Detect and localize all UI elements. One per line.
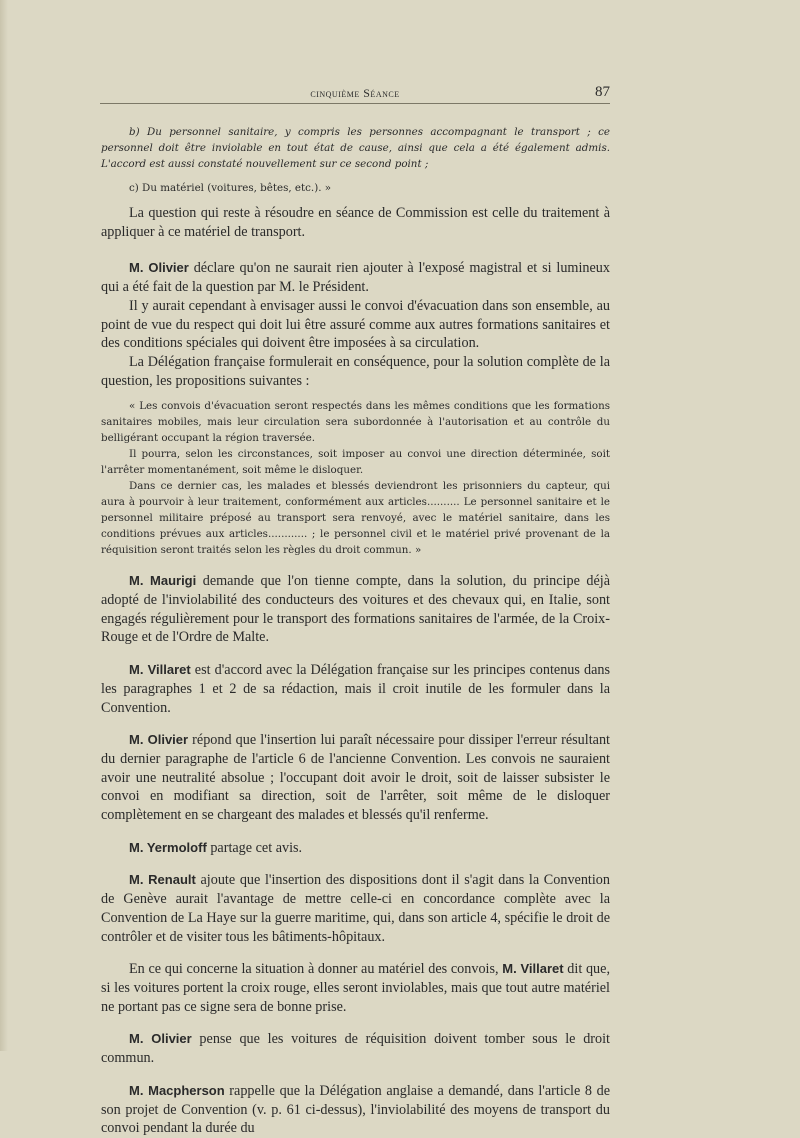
paragraph-yermoloff: M. Yermoloff partage cet avis. xyxy=(129,839,303,856)
speaker-name: M. Maurigi xyxy=(129,573,197,589)
paragraph-renault: M. Renault ajoute que l'insertion des dispositions dont il s'agit dans la Convention de Genève aurait l'avantage de mettre celle-ci en concordance complète avec la Convention de La Haye sur la guerre maritime, qui, dans son article 4, spécifie le droit de contrôler et de visiter tous les bâtiments-hôpitaux. xyxy=(101,872,610,945)
paragraph-macpherson: M. Macpherson rappelle que la Délégation anglaise a demandé, dans l'article 8 de son projet de Convention (v. p. 61 ci-dessus), l'inviolabilité des moyens de transport du convoi pendant la durée du xyxy=(101,1082,610,1137)
proposal-2: Il pourra, selon les circonstances, soit imposer au convoi une direction déterminée, soit l'arrêter momentanément, soit même le disloquer. xyxy=(101,448,610,477)
document-body xyxy=(101,124,610,1138)
speaker-name: M. Renault xyxy=(129,872,196,888)
proposal-1: « Les convois d'évacuation seront respectés dans les mêmes conditions que les formations sanitaires mobiles, mais leur circulation sera subordonnée à l'autorisation et au contrôle du belligérant occupant la région traversée. xyxy=(101,400,610,445)
speaker-name: M. Macpherson xyxy=(129,1082,225,1098)
page-number: 87 xyxy=(595,84,610,100)
paragraph-villaret-2: En ce qui concerne la situation à donner au matériel des convois, M. Villaret dit que, si les voitures portent la croix rouge, elles seront inviolables, mais que tout autre matériel ne portant pas ce signe sera de bonne prise. xyxy=(101,961,610,1015)
speaker-name: M. Villaret xyxy=(502,961,564,977)
paragraph-olivier-3: M. Olivier pense que les voitures de réquisition doivent tomber sous le droit commun. xyxy=(101,1031,610,1067)
speaker-name: M. Villaret xyxy=(129,662,191,678)
paragraph-olivier-1: M. Olivier déclare qu'on ne saurait rien ajouter à l'exposé magistral et si lumineux qui a été fait de la question par M. le Président. xyxy=(101,260,610,296)
paragraph-villaret-1: M. Villaret est d'accord avec la Délégation française sur les principes contenus dans les paragraphes 1 et 2 de sa rédaction, mais il croit inutile de les formuler dans la Convention. xyxy=(101,662,610,716)
proposal-3: Dans ce dernier cas, les malades et blessés deviendront les prisonniers du capteur, qui aura à pourvoir à leur traitement, conformément aux articles.......... Le personnel sanitaire et le personnel militaire préposé au transport sera renvoyé, avec le matériel sanitaire, dans les conditions prévues aux articles............ ; le personnel civil et le matériel privé provenant de la réquisition seront traités selon les règles du droit commun. » xyxy=(101,480,610,557)
paragraph-convoi: Il y aurait cependant à envisager aussi le convoi d'évacuation dans son ensemble, au point de vue du respect qui doit lui être assuré comme aux autres formations sanitaires et des conditions spéciales qui doivent être imposées à sa circulation. xyxy=(101,297,610,352)
speaker-name: M. Olivier xyxy=(129,260,189,276)
speaker-name: M. Olivier xyxy=(129,732,189,748)
speaker-name: M. Yermoloff xyxy=(129,839,207,855)
paragraph-maurigi: M. Maurigi demande que l'on tienne compte, dans la solution, du principe déjà adopté de l'inviolabilité des conducteurs des voitures et des chevaux qui, en Italie, sont engagés régulièrement pour le transport des formations sanitaires de l'armée, de la Croix-Rouge et de l'Ordre de Malte. xyxy=(101,573,610,646)
paragraph-b: b) Du personnel sanitaire, y compris les personnes accompagnant le transport ; ce personnel doit être inviolable en tout état de cause, ainsi que cela a été également admis. L'accord est aussi constaté nouvellement sur ce second point ; xyxy=(101,126,610,170)
paragraph-question: La question qui reste à résoudre en séance de Commission est celle du traitement à appliquer à ce matériel de transport. xyxy=(101,205,610,240)
paragraph-delegation: La Délégation française formulerait en conséquence, pour la solution complète de la question, les propositions suivantes : xyxy=(101,353,610,389)
running-title: cinquième Séance xyxy=(310,86,400,100)
paragraph-olivier-2: M. Olivier répond que l'insertion lui paraît nécessaire pour dissiper l'erreur résultant du dernier paragraphe de l'article 6 de l'ancienne Convention. Les convois ne sauraient avoir une neutralité absolue ; l'occupant doit avoir le droit, soit de laisser subsister le convoi en modifiant sa direction, soit de l'arrêter, soit même de le disloquer complètement en se chargeant des malades et blessés qu'il renferme. xyxy=(101,732,610,824)
header-rule xyxy=(100,103,610,104)
speaker-name: M. Olivier xyxy=(129,1031,192,1047)
paragraph-c: c) Du matériel (voitures, bêtes, etc.). » xyxy=(129,182,332,194)
